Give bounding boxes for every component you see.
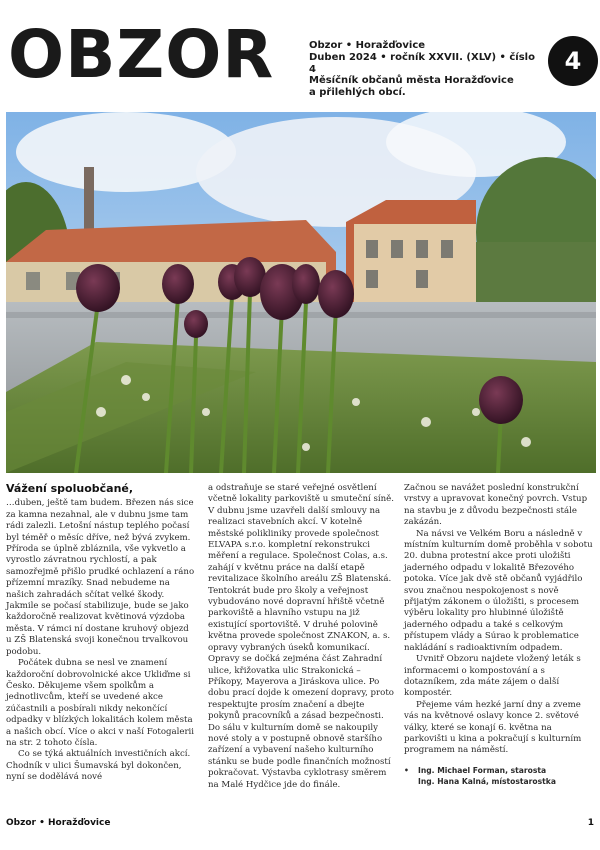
article-paragraph: a odstraňuje se staré veřejné osvětlení včetně lokality parkoviště u smuteční síně. V dubnu jsme uzavřeli další smlouvy na realizaci stavebních akcí. V kotelně městské polikliniky provede společnost ELVAPA s.r.o. kompletní rekonstrukci měření a regulace. Společnost Colas, a.s. zahájí v květnu práce na další etapě revitalizace školního areálu ZŠ Blatenská. Tentokrát bude pro školy a veřejnost vybudováno nové dopravní hřiště včetně parkoviště a hlavního vstupu na již existující sportoviště. V druhé polovině května provede společnost ZNAKON, a. s. opravy vybraných úseků komunikací. Opravy se dočká zejména část Zahradní ulice, křižovatka ulic Strakonická – Příkopy, Mayerova a Jiráskova ulice. Po dobu prací dojde k omezení dopravy, proto respektujte prosím značení a dbejte pokynů pracovníků a zásad bezpečnosti. Do sálu v kulturním domě se nakoupily nové stoly a v postupně obnově staršího zařízení a vybavení našeho kulturního stánku se bude podle finančních možností pokračovat. Výstavba cyklotrasy směrem na Malé Hydčice jde do finále.	[208, 483, 394, 790]
masthead-meta	[309, 40, 539, 99]
article-paragraph: Na návsi ve Velkém Boru a následně v místním kulturním domě proběhla v sobotu 20. dubna protestní akce proti uložišti jaderného odpadu v lokalitě Březového potoka. Více jak dvě stě občanů vyjádřilo svou značnou nespokojenost s nově přijatým zákonem o úložišti, s procesem výběru lokality pro hlubinné úložiště jaderného odpadu a také s celkovým přístupem vlády a Súrao k problematice nakládání s radioaktivním odpadem.	[404, 528, 593, 653]
meta-description: Měsíčník občanů města Horažďovice	[309, 75, 514, 87]
signature-deputy: Ing. Hana Kalná, místostarostka	[418, 776, 556, 786]
article-heading: Vážení spoluobčané,	[6, 482, 134, 495]
article-paragraph: …duben, ještě tam budem. Březen nás sice za kamna nezahnal, ale v dubnu jsme tam rádi zalezli. Letošní nástup teplého počasí byl téměř o měsíc dříve, než bývá zvykem. Příroda se úplně zbláznila, vše vykvetlo a vyrostlo závratnou rychlostí, a pak samozřejmě přišlo prudké ochlazení a ráno přízemní mrazíky. Snad nebudeme na našich zahradách sčítat velké škody. Jakmile se počasí stabilizuje, bude se jako každoročně realizovat květinová výzdoba města. V rámci ní dostane kruhový objezd u ZŠ Blatenská svoji konečnou trvalkovou podobu.	[6, 498, 195, 657]
bullet-icon: •	[404, 765, 409, 775]
footer-publication: Obzor • Horažďovice	[6, 818, 111, 828]
cover-photo	[6, 112, 596, 473]
meta-description-2: a přilehlých obcí.	[309, 87, 406, 99]
meta-publication: Obzor • Horažďovice	[309, 40, 426, 51]
article-column-1	[6, 483, 196, 784]
article-paragraph: Začnou se navážet poslední konstrukční vrstvy a upravovat konečný povrch. Vstup na stavbu je z důvodu bezpečnosti stále zakázán.	[404, 483, 588, 528]
masthead	[6, 16, 596, 99]
tulips-photo-image	[6, 112, 596, 473]
article-paragraph: Co se týká aktuálních investičních akcí. Chodník v ulici Šumavská byl dokončen, nyní se dodělává nové	[6, 749, 191, 783]
editorial-article	[6, 483, 596, 810]
article-column-2	[208, 483, 398, 791]
meta-issue-date: Duben 2024 • ročník XXVII. (XLV) • číslo 4	[309, 51, 535, 75]
page-number: 1	[587, 818, 594, 828]
signature-block	[404, 765, 596, 787]
article-column-3	[404, 483, 596, 787]
article-paragraph: Počátek dubna se nesl ve znamení každoroční dobrovolnické akce Ukliďme si Česko. Děkujeme všem spolkům a jednotlivcům, kteří se uvedené akce zúčastnili a posbírali nikdy nekončící odpadky v blízkých lokalitách kolem města a našich obcí. Více o akci v naší Fotogalerii na str. 2 tohoto čísla.	[6, 658, 195, 748]
article-paragraph: Přejeme vám hezké jarní dny a zveme vás na květnové oslavy konce 2. světové války, které se konají 6. května na parkovišti u kina a pokračují s kulturním programem na náměstí.	[404, 699, 582, 756]
masthead-logo: OBZOR	[8, 16, 275, 93]
article-paragraph: Uvnitř Obzoru najdete vložený leták s informacemi o kompostování a s dotazníkem, zda máte zájem o další kompostér.	[404, 654, 581, 699]
signature-mayor: Ing. Michael Forman, starosta	[418, 765, 547, 775]
issue-number-badge: 4	[548, 36, 598, 86]
